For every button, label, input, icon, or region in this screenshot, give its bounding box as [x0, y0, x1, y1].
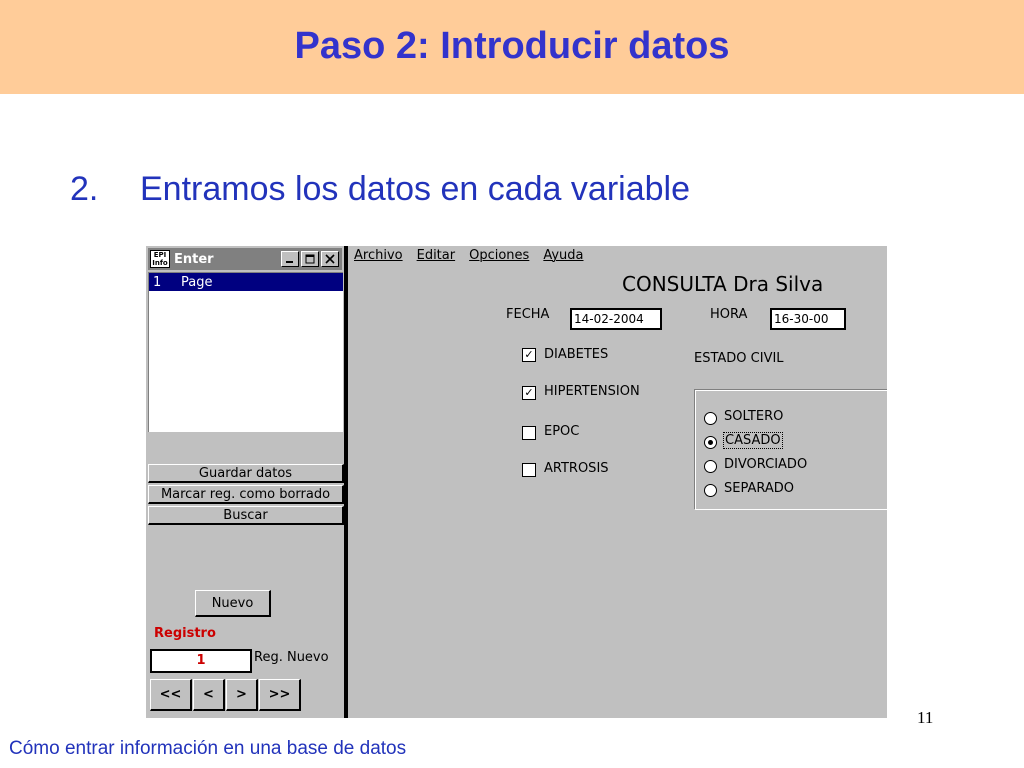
page-number: 11 — [917, 708, 934, 727]
slide-footer: Cómo entrar información en una base de datos — [9, 738, 407, 759]
prev-record-label: < — [203, 687, 214, 702]
casado-label — [724, 433, 782, 448]
window-title: Enter — [174, 251, 214, 267]
epi-info-app-icon: EPI Info — [150, 250, 170, 268]
mark-deleted-label: Marcar reg. como borrado — [160, 486, 331, 502]
record-number-field[interactable]: 1 — [150, 649, 252, 673]
menu-opciones[interactable]: Opciones — [469, 248, 530, 263]
page-listbox[interactable] — [148, 272, 343, 432]
estado-civil-group — [695, 390, 887, 510]
search-label: Buscar — [223, 507, 268, 523]
check-icon: ✓ — [524, 348, 534, 361]
casado-radio[interactable] — [704, 436, 717, 449]
check-icon: ✓ — [524, 386, 534, 399]
mark-deleted-button[interactable] — [148, 485, 344, 504]
divorciado-radio[interactable] — [704, 460, 717, 473]
hipertension-label: HIPERTENSION — [544, 384, 640, 399]
soltero-radio[interactable] — [704, 412, 717, 425]
diabetes-checkbox[interactable] — [522, 348, 536, 362]
separado-radio[interactable] — [704, 484, 717, 497]
next-record-button[interactable] — [226, 679, 258, 711]
page-label: Page — [181, 274, 213, 290]
divorciado-label: DIVORCIADO — [724, 457, 808, 472]
menu-editar[interactable]: Editar — [416, 248, 456, 263]
page-index: 1 — [153, 274, 162, 290]
minimize-icon[interactable] — [281, 251, 299, 267]
epi-info-screenshot — [146, 246, 887, 718]
enter-window — [146, 246, 344, 718]
search-button[interactable] — [148, 506, 344, 525]
step-text: Entramos los datos en cada variable — [140, 170, 690, 208]
fecha-label: FECHA — [506, 307, 550, 322]
first-record-label: << — [159, 687, 182, 702]
casado-label-text: CASADO — [725, 433, 781, 448]
close-icon[interactable] — [321, 251, 339, 267]
hipertension-checkbox[interactable] — [522, 386, 536, 400]
form-pane — [348, 246, 887, 718]
separado-label: SEPARADO — [724, 481, 795, 496]
slide-title: Paso 2: Introducir datos — [294, 24, 730, 67]
soltero-label: SOLTERO — [724, 409, 784, 424]
maximize-icon[interactable] — [301, 251, 319, 267]
first-record-button[interactable] — [150, 679, 192, 711]
fecha-field[interactable]: 14-02-2004 — [570, 308, 662, 330]
new-record-label: Nuevo — [211, 595, 254, 611]
save-data-button[interactable] — [148, 464, 344, 483]
form-title: CONSULTA Dra Silva — [622, 272, 824, 296]
next-record-label: > — [236, 687, 247, 702]
diabetes-label: DIABETES — [544, 347, 609, 362]
slide-title-band — [0, 0, 1024, 94]
last-record-label: >> — [268, 687, 291, 702]
menu-ayuda[interactable]: Ayuda — [543, 248, 584, 263]
record-status: Reg. Nuevo — [254, 650, 329, 665]
save-data-label: Guardar datos — [198, 465, 293, 481]
step-number: 2. — [70, 170, 99, 208]
epoc-checkbox[interactable] — [522, 426, 536, 440]
page-list-item[interactable] — [149, 273, 343, 291]
last-record-button[interactable] — [259, 679, 301, 711]
new-record-button[interactable] — [195, 590, 271, 617]
menu-bar — [354, 248, 584, 263]
hora-field[interactable]: 16-30-00 — [770, 308, 846, 330]
hora-label: HORA — [710, 307, 748, 322]
epoc-label: EPOC — [544, 424, 580, 439]
artrosis-checkbox[interactable] — [522, 463, 536, 477]
window-caption — [148, 248, 342, 270]
step-heading — [70, 170, 690, 209]
menu-archivo[interactable]: Archivo — [354, 248, 403, 263]
artrosis-label: ARTROSIS — [544, 461, 609, 476]
record-heading: Registro — [154, 626, 216, 641]
estado-civil-label: ESTADO CIVIL — [694, 351, 784, 366]
prev-record-button[interactable] — [193, 679, 225, 711]
